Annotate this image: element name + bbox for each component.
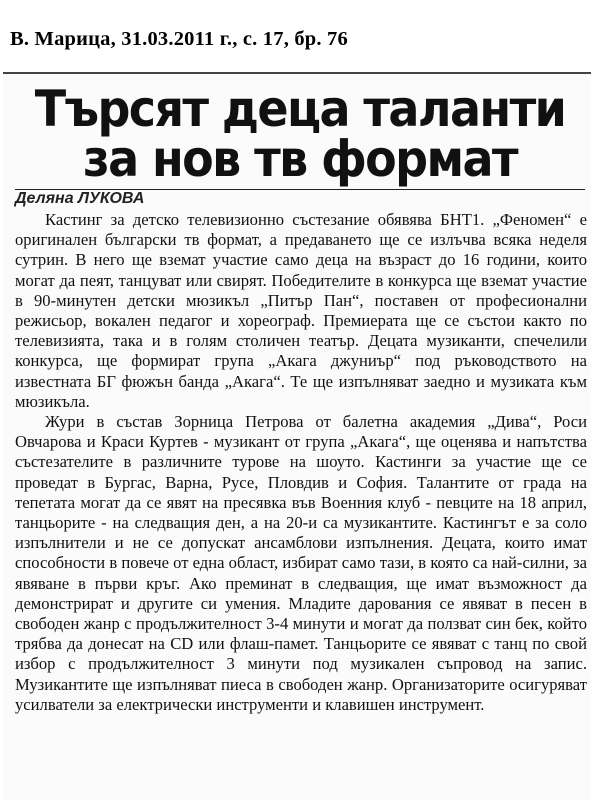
clipping-top-rule [3,72,591,74]
source-citation: В. Марица, 31.03.2011 г., с. 17, бр. 76 [10,28,348,50]
article-body [15,210,587,715]
article-paragraph-1: Кастинг за детско телевизионно състезание обявява БНТ1. „Феномен“ е оригинален български тв формат, а предаването ще се излъчва всяка неделя сутрин. В него ще вземат участие само деца на възраст до 16 години, които могат да пеят, танцуват или свирят. Победителите в конкурса ще вземат участие в 90-минутен детски мюзикъл „Питър Пан“, поставен от професионални режисьор, вокален педагог и хореограф. Премиерата ще се състои както по телевизията, така и в голям столичен театър. Децата музиканти, спечелили конкурса, ще формират група „Акага джуниър“ под ръководството на известната БГ фюжън банда „Акага“. Те ще изпълняват заедно и музиката към мюзикъла. [15,210,587,411]
headline-line-2: за нов тв формат [83,129,517,188]
headline-line-1: Търсят деца таланти [34,79,566,138]
newspaper-clipping [3,72,591,800]
article-paragraph-2: Жури в състав Зорница Петрова от балетна академия „Дива“, Роси Овчарова и Краси Куртев - музикант от група „Акага“, ще оценява и напътства състезателите в различните турове на шоуто. Кастинги за участие ще се проведат в Бургас, Варна, Русе, Пловдив и София. Талантите от града на тепетата могат да се явят на пресявка във Военния клуб - певците на 18 април, танцьорите - на следващия ден, а на 20-и са музикантите. Кастингът е за соло изпълнители и не се допускат ансамблови изпълнения. Децата, които имат способности в повече от една област, избират само тази, в която са най-силни, за явяване в първи кръг. Ако преминат в следващия, ще имат възможност да демонстрират и другите си умения. Младите дарования се явяват в песен в свободен жанр с продължителност 3-4 минути и могат да ползват син бек, който трябва да донесат на CD или флаш-памет. Танцьорите се явяват с танц по свой избор с продължителност 3 минути под музикален съпровод на запис. Музикантите ще изпълняват пиеса в свободен жанр. Организаторите осигуряват усилватели за електрически инструменти и клавишен инструмент. [15,412,587,714]
article-headline [15,79,585,188]
article-byline: Деляна ЛУКОВА [15,190,145,207]
